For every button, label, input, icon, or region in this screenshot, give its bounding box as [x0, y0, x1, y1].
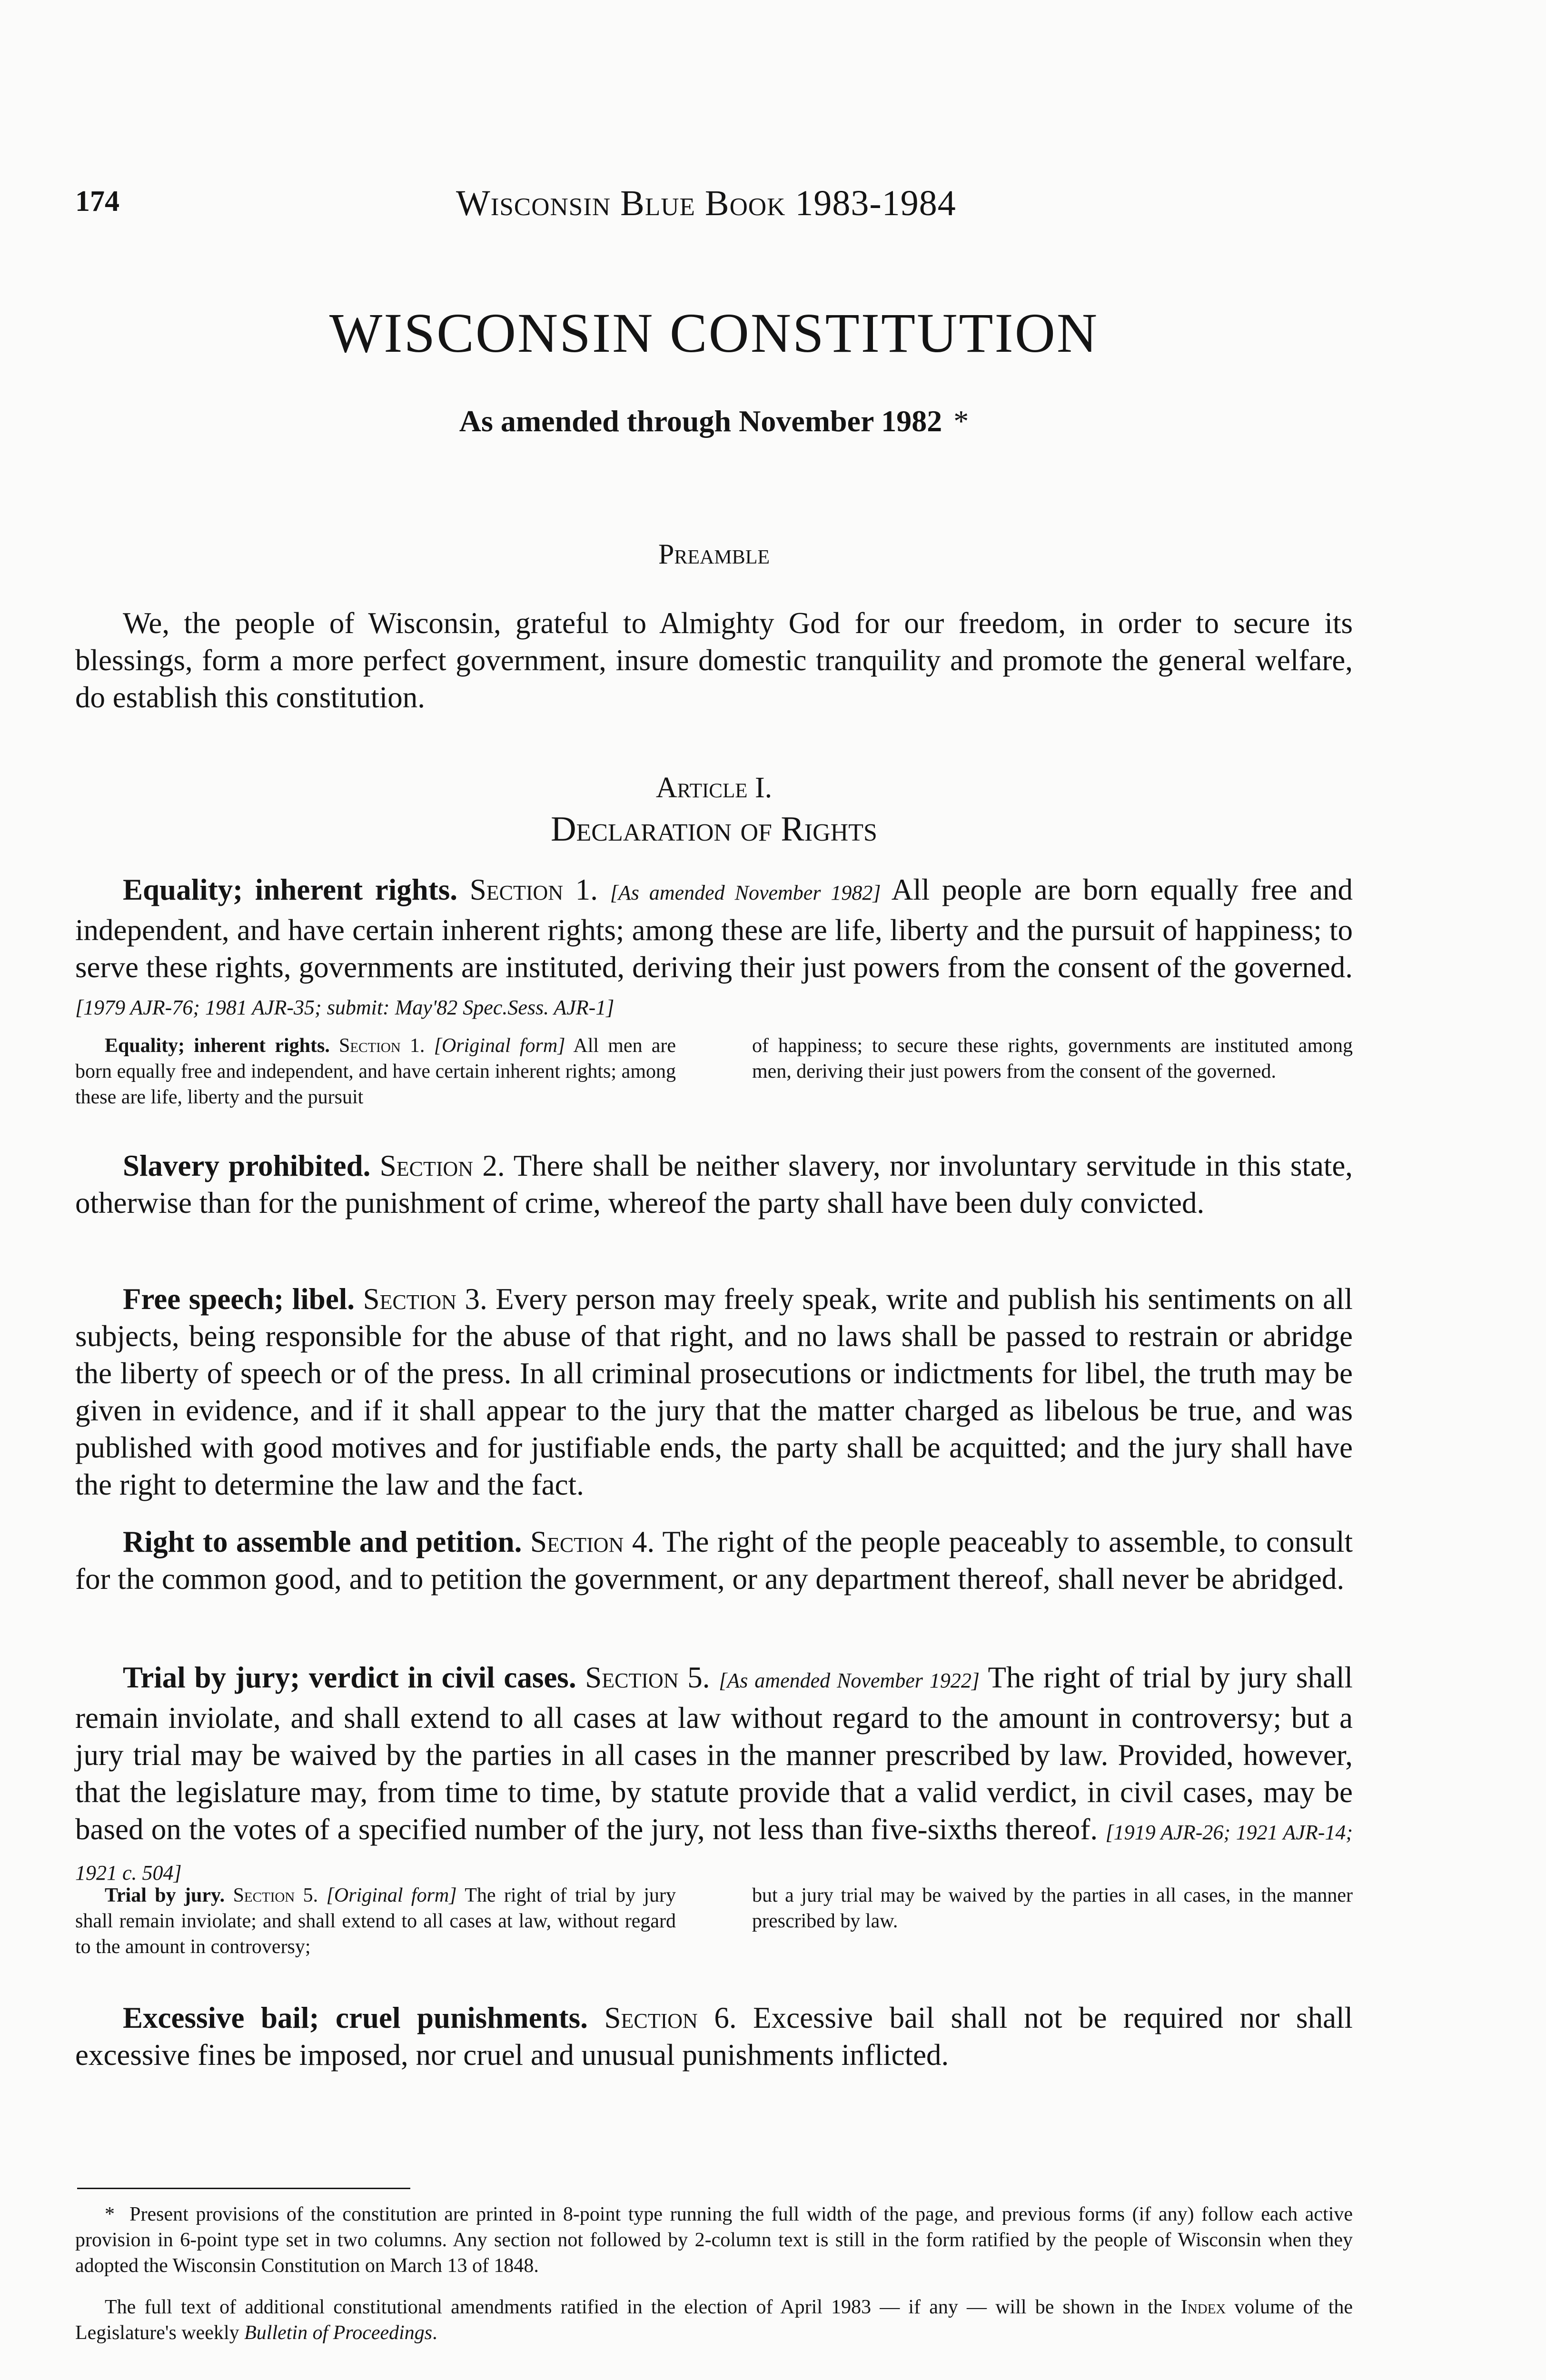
- preamble-body: We, the people of Wisconsin, grateful to Almighty God for our freedom, in order to secure its blessings, form a more perfect government, insure domestic tranquility and promote the general welfare, do establish this constitution.: [75, 606, 1353, 714]
- section-1-previous-text-a: All men are born equally free and independent, and have certain inherent rights; among these are life, liberty and the pursuit: [75, 1035, 676, 1108]
- section-3-heading: Free speech; libel.: [123, 1282, 355, 1316]
- section-2: [75, 1147, 1353, 1221]
- section-1-number: Section 1.: [469, 873, 598, 906]
- section-5-previous-col1: [75, 1883, 676, 1960]
- article-number: Article I.: [655, 772, 773, 804]
- section-1-amended: [As amended November 1982]: [610, 881, 881, 904]
- footnote-2: [75, 2294, 1353, 2346]
- section-5-history: [1919 AJR-26; 1921 AJR-14; 1921 c. 504]: [75, 1821, 1353, 1884]
- document-title: WISCONSIN CONSTITUTION: [329, 302, 1099, 364]
- section-1-previous-form-label: [Original form]: [434, 1035, 565, 1057]
- section-1-history: [1979 AJR-76; 1981 AJR-35; submit: May'82 Spec.Sess. AJR-1]: [75, 996, 614, 1019]
- section-4-heading: Right to assemble and petition.: [123, 1525, 522, 1558]
- footnote-2-bulletin: Bulletin of Proceedings: [244, 2322, 433, 2344]
- section-5-previous-text-b: but a jury trial may be waived by the parties in all cases, in the manner prescribed by law.: [752, 1884, 1353, 1932]
- section-5-previous-text-a: The right of trial by jury shall remain inviolate; and shall extend to all cases at law, without regard to the amount in controversy;: [75, 1884, 676, 1958]
- section-5: [75, 1659, 1353, 1892]
- section-1-previous-col2: [752, 1033, 1353, 1110]
- section-5-previous-form-label: [Original form]: [326, 1884, 457, 1906]
- section-4: [75, 1523, 1353, 1597]
- footnote-reference-mark: *: [953, 404, 969, 438]
- section-5-previous-number: Section 5.: [233, 1884, 318, 1906]
- section-1-text: All people are born equally free and independent, and have certain inherent rights; among these are life, liberty and the pursuit of happiness; to serve these rights, governments are instituted, deriving their just powers from the consent of the governed.: [75, 873, 1353, 984]
- section-1-previous-text-b: of happiness; to secure these rights, governments are instituted among men, deriving their just powers from the consent of the governed.: [752, 1035, 1353, 1082]
- section-6: [75, 1999, 1353, 2073]
- preamble-text: [75, 605, 1353, 716]
- footnote-1: [75, 2202, 1353, 2279]
- section-5-heading: Trial by jury; verdict in civil cases.: [123, 1661, 576, 1694]
- footnote-1-text: Present provisions of the constitution are printed in 8-point type running the full width of the page, and previous forms (if any) follow each active provision in 6-point type set in two columns. Any section not followed by 2-column text is still in the form ratified by the people of Wisconsin when they adopted the Wisconsin Constitution on March 13 of 1848.: [75, 2203, 1353, 2277]
- footnote-2-text-a: The full text of additional constitutional amendments ratified in the election of April 1983 — if any — will be shown in the: [105, 2296, 1172, 2318]
- section-2-text: There shall be neither slavery, nor involuntary servitude in this state, otherwise than for the punishment of crime, whereof the party shall have been duly convicted.: [75, 1149, 1353, 1220]
- running-title: Wisconsin Blue Book 1983-1984: [456, 183, 956, 223]
- section-1-previous-form: [75, 1033, 1353, 1110]
- section-3-number: Section 3.: [363, 1282, 487, 1316]
- section-5-number: Section 5.: [585, 1661, 710, 1694]
- subtitle-text: As amended through November 1982: [459, 404, 942, 438]
- section-6-number: Section 6.: [604, 2001, 737, 2034]
- section-5-text: The right of trial by jury shall remain inviolate, and shall extend to all cases at law without regard to the amount in controversy; but a jury trial may be waived by the parties in all cases in the manner prescribed by law. Provided, however, that the legislature may, from time to time, by statute provide that a valid verdict, in civil cases, may be based on the votes of a specified number of the jury, not less than five-sixths thereof.: [75, 1661, 1353, 1846]
- section-4-text: The right of the people peaceably to assemble, to consult for the common good, and to petition the government, or any department thereof, shall never be abridged.: [75, 1525, 1353, 1596]
- section-1: [75, 871, 1353, 1026]
- section-2-heading: Slavery prohibited.: [123, 1149, 371, 1182]
- page-number: 174: [75, 185, 119, 218]
- section-1-previous-heading: Equality; inherent rights.: [105, 1035, 330, 1057]
- preamble-heading: Preamble: [658, 538, 770, 570]
- section-3: [75, 1280, 1353, 1503]
- footnote-2-text-b: volume of the Legislature's weekly: [75, 2296, 1353, 2344]
- section-1-previous-col1: [75, 1033, 676, 1110]
- section-2-number: Section 2.: [379, 1149, 505, 1182]
- section-1-heading: Equality; inherent rights.: [123, 873, 458, 906]
- article-title: Declaration of Rights: [551, 810, 877, 849]
- footnote-divider: [77, 2188, 410, 2189]
- document-subtitle: [0, 404, 1428, 439]
- section-5-amended: [As amended November 1922]: [719, 1669, 980, 1692]
- section-5-previous-col2: [752, 1883, 1353, 1960]
- footnote-1-mark: *: [105, 2203, 115, 2225]
- section-5-previous-form: [75, 1883, 1353, 1960]
- section-4-number: Section 4.: [530, 1525, 655, 1558]
- footnote-2-end: .: [432, 2322, 437, 2344]
- section-6-text: Excessive bail shall not be required nor shall excessive fines be imposed, nor cruel and unusual punishments inflicted.: [75, 2001, 1353, 2072]
- footnote-2-index: Index: [1180, 2296, 1226, 2318]
- section-1-previous-number: Section 1.: [339, 1035, 425, 1057]
- section-5-previous-heading: Trial by jury.: [105, 1884, 225, 1906]
- section-3-text: Every person may freely speak, write and publish his sentiments on all subjects, being responsible for the abuse of that right, and no laws shall be passed to restrain or abridge the liberty of speech or of the press. In all criminal prosecutions or indictments for libel, the truth may be given in evidence, and if it shall appear to the jury that the matter charged as libelous be true, and was published with good motives and for justifiable ends, the party shall be acquitted; and the jury shall have the right to determine the law and the fact.: [75, 1282, 1353, 1501]
- section-6-heading: Excessive bail; cruel punishments.: [123, 2001, 588, 2034]
- running-header: [75, 185, 1360, 237]
